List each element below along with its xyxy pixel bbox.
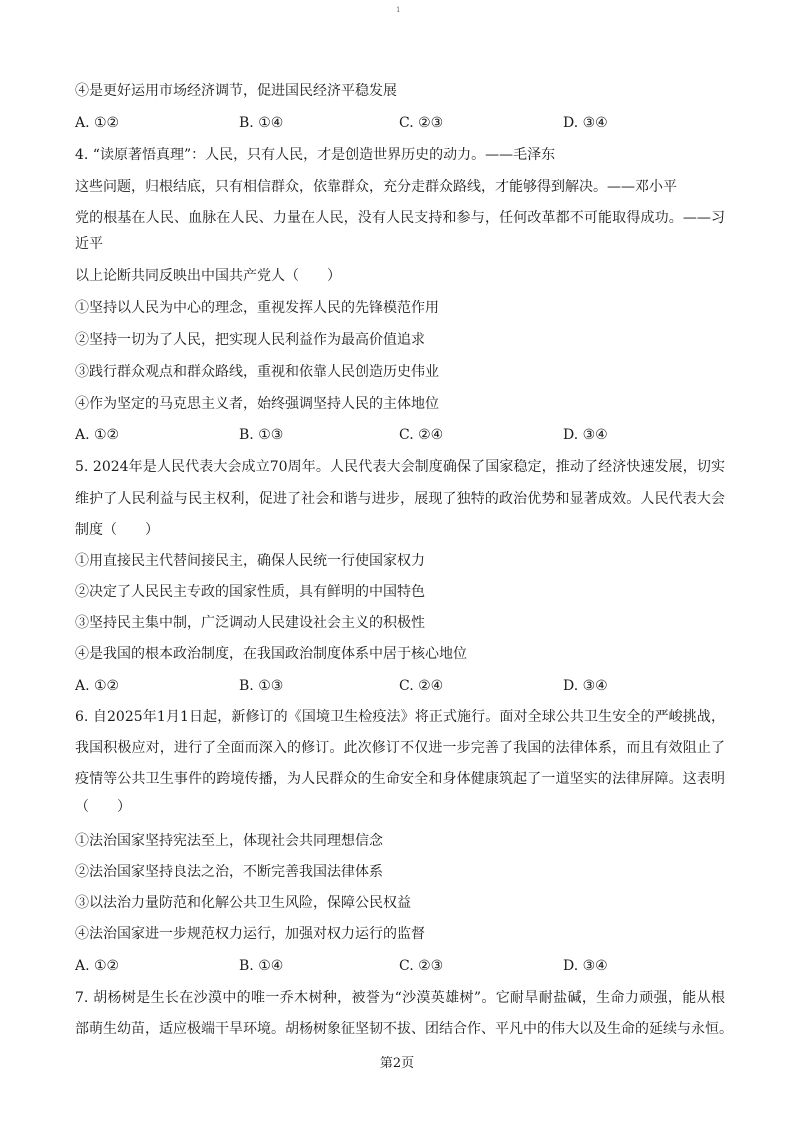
q7-stem-line-2: 部萌生幼苗，适应极端干旱环境。胡杨树象征坚韧不拔、团结合作、平凡中的伟大以及生命的延续与永恒。: [75, 1021, 733, 1037]
q5-option-1: ①用直接民主代替间接民主，确保人民统一行使国家权力: [75, 553, 425, 569]
q4-stem-line-4: 近平: [75, 236, 103, 252]
q5-option-2: ②决定了人民民主专政的国家性质，具有鲜明的中国特色: [75, 584, 425, 600]
choice-b: B. ①③: [239, 427, 284, 443]
q6-answer-choices: [75, 956, 725, 976]
q4-stem-line-2: 这些问题，归根结底，只有相信群众，依靠群众，充分走群众路线，才能够得到解决。——邓小平: [75, 179, 677, 195]
q4-option-1: ①坚持以人民为中心的理念，重视发挥人民的先锋模范作用: [75, 300, 439, 316]
choice-b: B. ①④: [239, 115, 284, 131]
q5-option-3: ③坚持民主集中制，广泛调动人民建设社会主义的积极性: [75, 615, 425, 631]
q6-option-2: ②法治国家坚持良法之治，不断完善我国法律体系: [75, 864, 383, 880]
q4-option-2: ②坚持一切为了人民，把实现人民利益作为最高价值追求: [75, 332, 425, 348]
q5-answer-choices: [75, 676, 725, 696]
q6-option-4: ④法治国家进一步规范权力运行，加强对权力运行的监督: [75, 926, 425, 942]
choice-a: A. ①②: [75, 678, 120, 694]
q5-stem-line-1: 5. 2024年是人民代表大会成立70周年。人民代表大会制度确保了国家稳定，推动了经济快速发展，切实: [75, 459, 725, 475]
choice-c: C. ②④: [399, 427, 444, 443]
q5-stem-line-2: 维护了人民利益与民主权利，促进了社会和谐与进步，展现了独特的政治优势和显著成效。人民代表大会: [75, 491, 725, 507]
q5-option-4: ④是我国的根本政治制度，在我国政治制度体系中居于核心地位: [75, 646, 467, 662]
q4-option-4: ④作为坚定的马克思主义者，始终强调坚持人民的主体地位: [75, 396, 439, 412]
choice-c: C. ②③: [399, 958, 444, 974]
choice-c: C. ②③: [399, 115, 444, 131]
q6-stem-line-2: 我国积极应对，进行了全面而深入的修订。此次修订不仅进一步完善了我国的法律体系，而且有效阻止了: [75, 740, 725, 756]
choice-c: C. ②④: [399, 678, 444, 694]
page-number: 第2页: [379, 1056, 415, 1071]
q6-option-3: ③以法治力量防范和化解公共卫生风险，保障公民权益: [75, 895, 411, 911]
choice-a: A. ①②: [75, 427, 120, 443]
choice-b: B. ①④: [239, 958, 284, 974]
q7-stem-line-1: 7. 胡杨树是生长在沙漠中的唯一乔木树种，被誉为“沙漠英雄树”。它耐旱耐盐碱，生命力顽强，能从根: [75, 990, 725, 1006]
choice-d: D. ③④: [563, 958, 608, 974]
top-mark: 1: [396, 6, 401, 14]
choice-a: A. ①②: [75, 958, 120, 974]
q4-question: 以上论断共同反映出中国共产党人（ ）: [75, 268, 341, 284]
choice-d: D. ③④: [563, 427, 608, 443]
q4-option-3: ③践行群众观点和群众路线，重视和依靠人民创造历史伟业: [75, 364, 439, 380]
q4-stem-line-3: 党的根基在人民、血脉在人民、力量在人民，没有人民支持和参与，任何改革都不可能取得成功。——习: [75, 210, 725, 226]
choice-d: D. ③④: [563, 678, 608, 694]
choice-d: D. ③④: [563, 115, 608, 131]
q6-stem-line-3: 疫情等公共卫生事件的跨境传播，为人民群众的生命安全和身体健康筑起了一道坚实的法律屏障。这表明: [75, 771, 725, 787]
q6-stem-line-1: 6. 自2025年1月1日起，新修订的《国境卫生检疫法》将正式施行。面对全球公共卫生安全的严峻挑战，: [75, 709, 725, 725]
q6-stem-line-4: （ ）: [75, 799, 131, 815]
q6-option-1: ①法治国家坚持宪法至上，体现社会共同理想信念: [75, 833, 383, 849]
q4-answer-choices: [75, 425, 725, 445]
choice-b: B. ①③: [239, 678, 284, 694]
q5-stem-line-3: 制度（ ）: [75, 522, 159, 538]
q3-answer-choices: [75, 113, 725, 133]
choice-a: A. ①②: [75, 115, 120, 131]
q4-stem-line-1: 4. “读原著悟真理”：人民，只有人民，才是创造世界历史的动力。——毛泽东: [75, 147, 556, 163]
q3-option-4: ④是更好运用市场经济调节，促进国民经济平稳发展: [75, 83, 397, 99]
